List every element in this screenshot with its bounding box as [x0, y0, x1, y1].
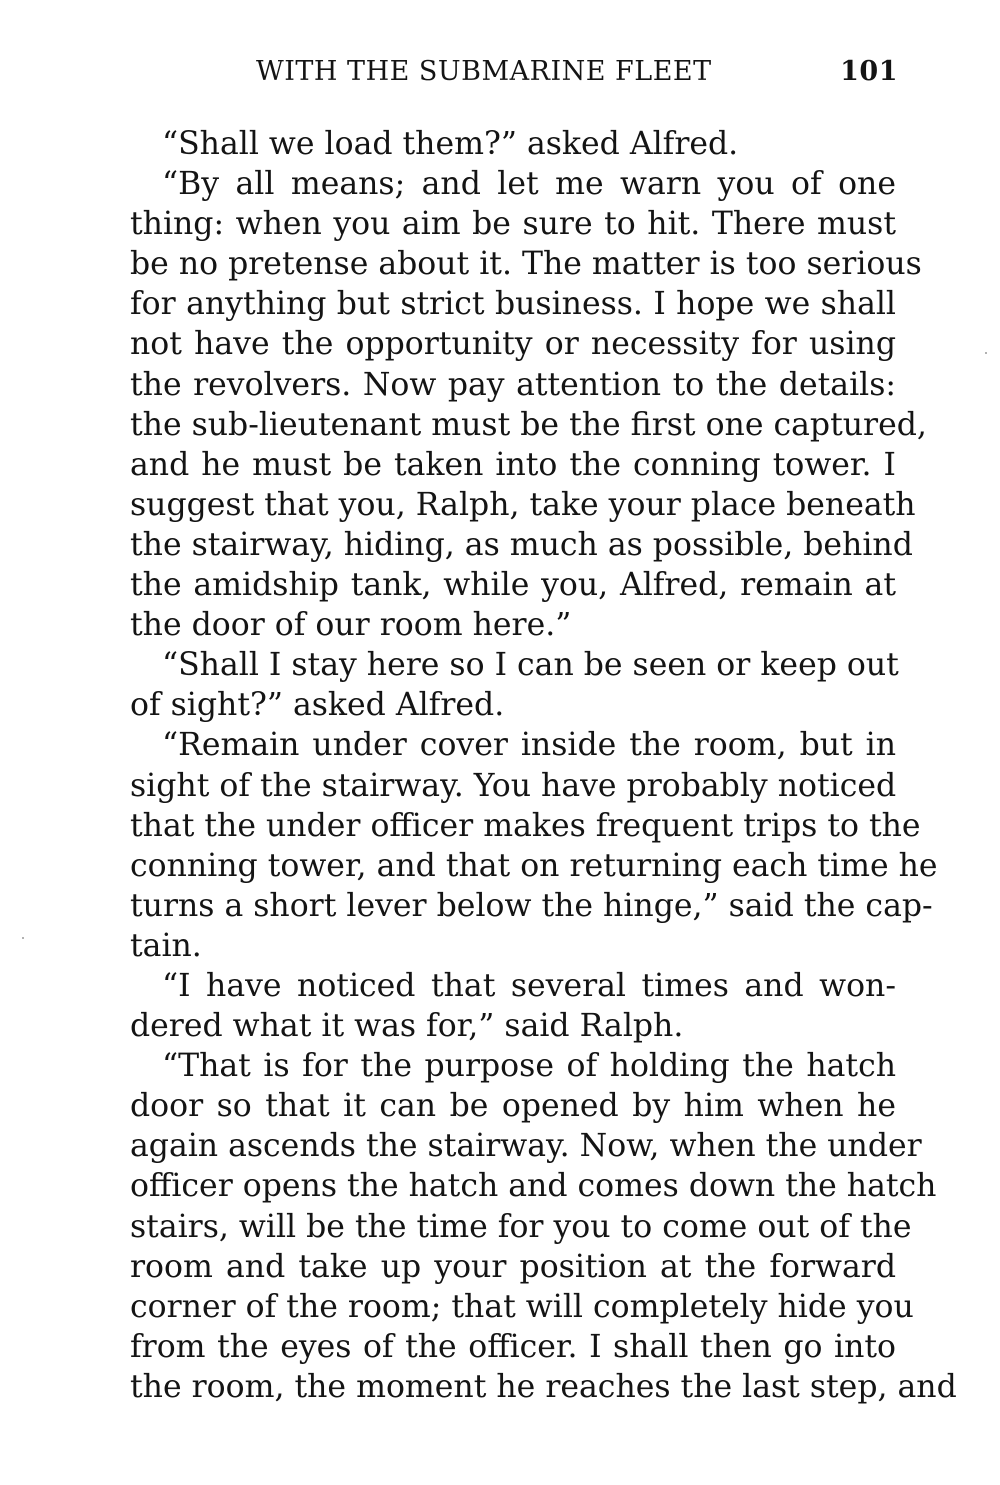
text-line: stairs, will be the time for you to come out of the: [130, 1208, 912, 1245]
text-line: suggest that you, Ralph, take your place beneath: [130, 486, 916, 523]
text-line: the sub-lieutenant must be the first one captured,: [130, 406, 927, 443]
text-line: the room, the moment he reaches the last step, and: [130, 1368, 957, 1405]
text-line: thing: when you aim be sure to hit. There must: [130, 206, 896, 243]
text-line: “I have noticed that several times and won-: [162, 967, 896, 1004]
text-line: from the eyes of the officer. I shall then go into: [130, 1328, 896, 1365]
text-line: officer opens the hatch and comes down the hatch: [130, 1168, 937, 1205]
text-line: “By all means; and let me warn you of one: [162, 166, 896, 203]
paper-speck: [985, 352, 987, 354]
text-line: room and take up your position at the forward: [130, 1248, 896, 1285]
text-line: “Shall I stay here so I can be seen or keep out: [162, 647, 899, 684]
text-line: tain.: [130, 927, 202, 964]
running-head: [128, 56, 898, 100]
text-line: turns a short lever below the hinge,” said the cap-: [130, 887, 933, 924]
text-line: of sight?” asked Alfred.: [130, 687, 505, 724]
text-line: be no pretense about it. The matter is too serious: [130, 246, 922, 283]
text-line: and he must be taken into the conning tower. I: [130, 446, 896, 483]
text-line: again ascends the stairway. Now, when the under: [130, 1128, 922, 1165]
text-line: “Shall we load them?” asked Alfred.: [162, 126, 739, 162]
text-line: corner of the room; that will completely hide you: [130, 1288, 914, 1325]
text-line: “Remain under cover inside the room, but in: [162, 727, 896, 764]
text-line: “That is for the purpose of holding the hatch: [162, 1048, 896, 1085]
text-line: sight of the stairway. You have probably noticed: [130, 767, 897, 804]
text-line: the door of our room here.”: [130, 607, 572, 644]
text-line: dered what it was for,” said Ralph.: [130, 1008, 684, 1045]
text-line: conning tower, and that on returning each time he: [130, 847, 938, 884]
text-line: for anything but strict business. I hope we shall: [130, 286, 896, 323]
text-line: the stairway, hiding, as much as possible, behind: [130, 526, 913, 563]
page-number: 101: [840, 56, 898, 87]
paper-speck: [22, 937, 24, 939]
text-line: that the under officer makes frequent trips to the: [130, 807, 921, 844]
text-line: door so that it can be opened by him when he: [130, 1088, 896, 1125]
running-title: WITH THE SUBMARINE FLEET: [256, 56, 712, 87]
text-line: the amidship tank, while you, Alfred, remain at: [130, 567, 896, 604]
body-text: [130, 124, 957, 1407]
text-line: not have the opportunity or necessity for using: [130, 326, 896, 363]
text-line: the revolvers. Now pay attention to the details:: [130, 366, 896, 403]
